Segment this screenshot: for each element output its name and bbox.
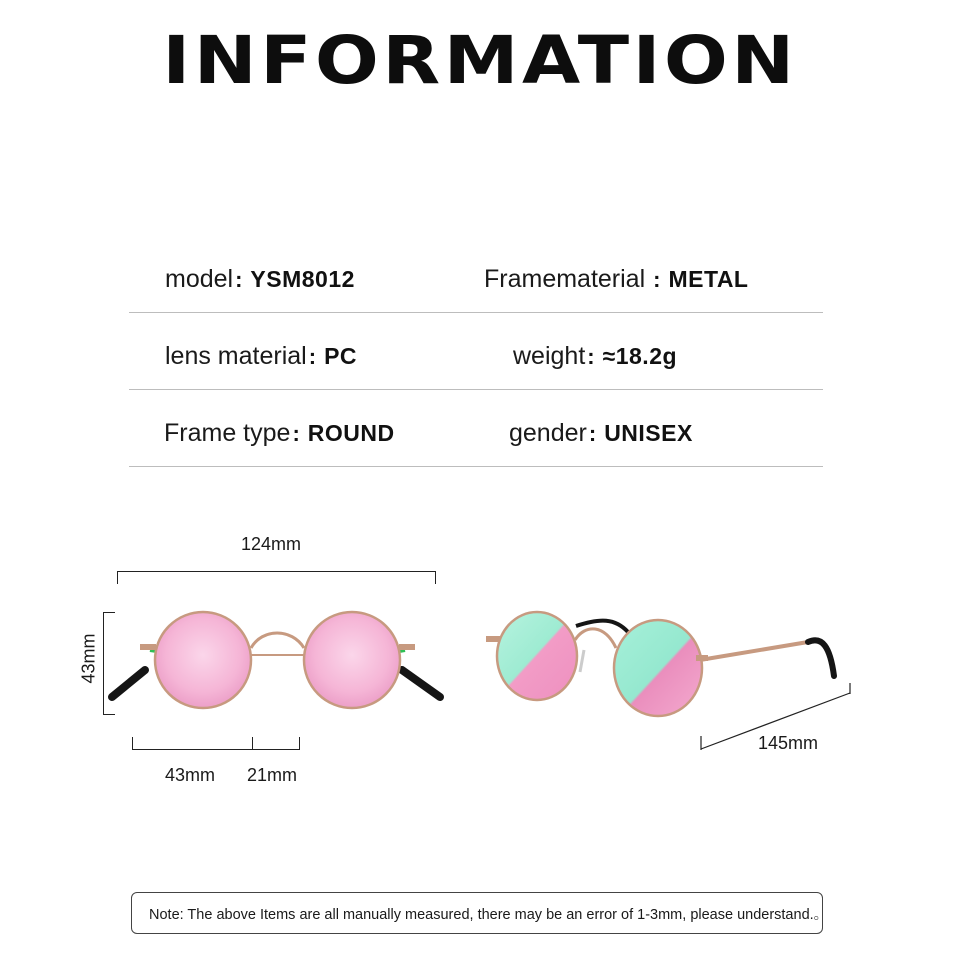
lens-height-label: 43mm xyxy=(78,633,99,684)
spec-label: Frame type xyxy=(164,419,291,447)
spec-value: METAL xyxy=(668,266,749,292)
side-left-lens xyxy=(497,612,577,700)
spec-label: gender xyxy=(509,419,587,447)
temple-length-label: 145mm xyxy=(758,733,819,753)
bridge-width-label: 21mm xyxy=(247,765,298,785)
spec-value: UNISEX xyxy=(604,420,693,446)
spec-colon: : xyxy=(588,421,597,446)
spec-colon: : xyxy=(587,344,595,369)
spec-colon: : xyxy=(235,267,243,292)
spec-label: weight xyxy=(513,342,586,370)
spec-colon: : xyxy=(653,267,661,292)
spec-label: model xyxy=(165,265,234,293)
spec-value: ROUND xyxy=(307,420,395,446)
spec-value: YSM8012 xyxy=(250,266,355,292)
total-width-label: 124mm xyxy=(241,534,302,554)
page-title: INFORMATION xyxy=(162,22,798,99)
side-right-lens xyxy=(614,620,702,716)
lens-width-label: 43mm xyxy=(165,765,216,785)
spec-value: PC xyxy=(324,343,358,369)
measurement-note: Note: The above Items are all manually measured, there may be an error of 1-3mm, please understand.。 xyxy=(131,892,823,934)
spec-label: lens material xyxy=(165,342,307,370)
spec-value: ≈18.2g xyxy=(602,343,678,369)
spec-colon: : xyxy=(292,421,300,446)
spec-label: Framematerial xyxy=(484,265,646,293)
spec-colon: : xyxy=(308,344,317,369)
